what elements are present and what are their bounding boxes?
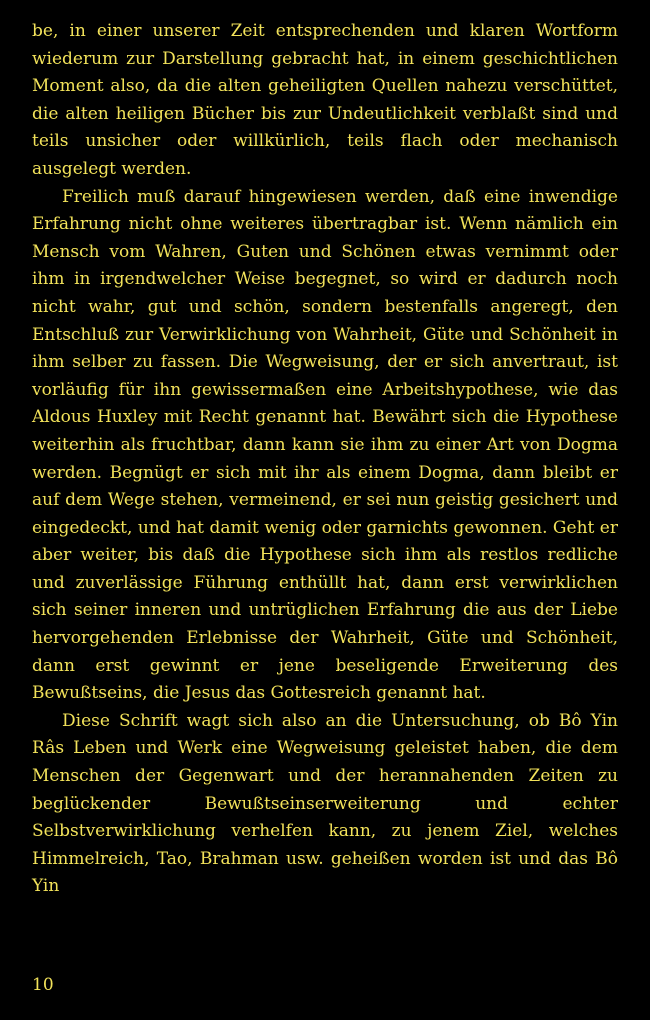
- paragraph-diese-schrift: Diese Schrift wagt sich also an die Untersuchung, ob Bô Yin Râs Leben und Werk eine Wegweisung geleistet haben, die dem Menschen der Gegenwart und der herannahenden Zeiten zu beglückender Bewußtseinserweiterung und echter Selbstverwirklichung verhelfen kann, zu jenem Ziel, welches Himmelreich, Tao, Brahman usw. geheißen worden ist und das Bô Yin: [32, 710, 618, 897]
- paragraph-continued: be, in einer unserer Zeit entsprechenden und klaren Wortform wiederum zur Darstellung gebracht hat, in einem geschichtlichen Moment also, da die alten geheiligten Quellen nahezu verschüttet, die alten heiligen Bücher bis zur Undeutlichkeit verblaßt sind und teils unsicher oder willkürlich, teils flach oder mechanisch ausgelegt werden.: [32, 21, 618, 179]
- paragraph-freilich: Freilich muß darauf hingewiesen werden, daß eine inwendige Erfahrung nicht ohne weiteres übertragbar ist. Wenn nämlich ein Mensch vom Wahren, Guten und Schönen etwas vernimmt oder ihm in irgendwelcher Weise begegnet, so wird er dadurch noch nicht wahr, gut und schön, sondern bestenfalls angeregt, den Entschluß zur Verwirklichung von Wahrheit, Güte und Schönheit in ihm selber zu fassen. Die Wegweisung, der er sich anvertraut, ist vorläufig für ihn gewissermaßen eine Arbeitshypothese, wie das Aldous Huxley mit Recht genannt hat. Bewährt sich die Hypothese weiterhin als fruchtbar, dann kann sie ihm zu einer Art von Dogma werden. Begnügt er sich mit ihr als einem Dogma, dann bleibt er auf dem Wege stehen, vermeinend, er sei nun geistig gesichert und eingedeckt, und hat damit wenig oder garnichts gewonnen. Geht er aber weiter, bis daß die Hypothese sich ihm als restlos redliche und zuverlässige Führung enthüllt hat, dann erst verwirklichen sich seiner inneren und untrüglichen Erfahrung die aus der Liebe hervorgehenden Erlebnisse der Wahrheit, Güte und Schönheit, dann erst gewinnt er jene beseligende Erweiterung des Bewußtseins, die Jesus das Gottesreich genannt hat.: [32, 186, 618, 704]
- page-text: [32, 18, 618, 901]
- page-number: 10: [32, 975, 54, 995]
